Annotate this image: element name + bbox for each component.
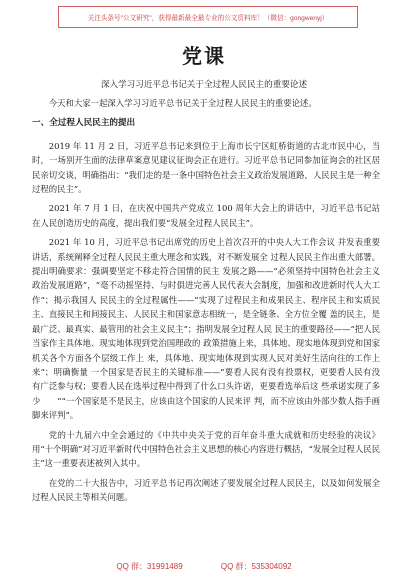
paragraph: 在党的二十大报告中，习近平总书记再次阐述了要发展全过程人民民主，以及如何发展全过程人民民主等相关问题。 (32, 477, 380, 503)
paragraph: 党的十九届六中全会通过的《中共中央关于党的百年奋斗重大成就和历史经验的决议》用“十个明确”对习近平新时代中国特色社会主义思想的核心内容进行概括，“发展全过程人民民主”这一重要表述被列入其中。 (32, 429, 380, 469)
footer (0, 561, 408, 572)
paragraph: 2019 年 11 月 2 日，习近平总书记来到位于上海市长宁区虹桥街道的古北市民中心，当时，一场别开生面的法律草案意见建议征询会正在进行。习近平总书记同参加征询会的社区居民亲切交谈，明确指出：“我们走的是一条中国特色社会主义政治发展道路，人民民主是一种全过程的民主”。 (32, 140, 380, 195)
paragraph: 2021 年 10 月，习近平总书记出席党的历史上首次召开的中央人大工作会议 并发表重要讲话，系统阐释全过程人民民主重大理念和实践，对不断发展全 过程人民民主作出重大部署。提出明确要求：强调要坚定不移走符合国情的民主 发展之路——“必须坚持中国特色社会主义政治发展道路”，“毫不动摇坚持、与时俱进完善人民代表大会制度，加强和改进新时代人大工作”；揭示我国人 民民主的全过程属性——“实现了过程民主和成果民主、程序民主和实质民主、直接民主和间接民主、人民民主和国家意志相统一，是全链条、全方位全覆 盖的民主，是最广泛、最真实、最管用的社会主义民主”；指明发展全过程人民 民主的重要路径——“把人民当家作主具体地、现实地体现到党治国理政的 政策措施上来，具体地、现实地体现到党和国家机关各个方面各个层级工作上 来，具体地、现实地体现到实现人民对美好生活向往的工作上来”；明确衡量 一个国家是否民主的关键标准——“要看人民有没有投票权，更要看人民有没 有广泛参与权；要看人民在选举过程中得到了什么口头许诺，更要看选举后这 些承诺实现了多少 ”“一个国家是不是民主，应该由这个国家的人民来评 判，而不应该由外部少数人指手画脚来评判”。 (32, 237, 380, 421)
paragraph: 2021 年 7 月 1 日，在庆祝中国共产党成立 100 周年大会上的讲话中，习近平总书记站在人民创造历史的高度，提出我们要“发展全过程人民民主”。 (32, 203, 380, 228)
document-title: 党课 (182, 44, 226, 68)
intro-paragraph: 今天和大家一起深入学习习近平总书记关于全过程人民民主的重要论述。 (48, 98, 317, 108)
footer-qq-group-2: QQ 群：535304092 (220, 562, 292, 571)
document-subtitle: 深入学习习近平总书记关于全过程人民民主的重要论述 (100, 80, 308, 90)
footer-qq-group-1: QQ 群：31991489 (116, 562, 183, 571)
document-body (32, 96, 380, 510)
section-heading: 一、全过程人民民主的提出 (32, 118, 136, 129)
header-banner: 关注头条号"公文研究"，获得最新最全最专业的公文资料库！（微信：gongwenyj） (58, 6, 358, 28)
